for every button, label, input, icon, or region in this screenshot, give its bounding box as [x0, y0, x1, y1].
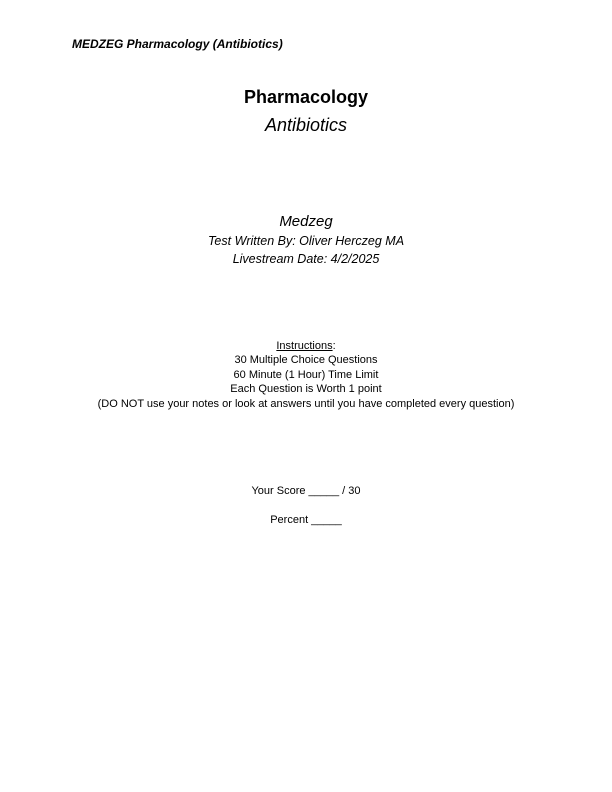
page-title: Pharmacology: [243, 87, 369, 107]
organization-name: Medzeg: [279, 213, 333, 230]
score-field: Your Score _____ / 30: [251, 485, 361, 497]
instructions-heading-text: Instructions: [276, 340, 333, 352]
instructions-heading-colon: :: [332, 340, 336, 352]
instruction-line: (DO NOT use your notes or look at answers until you have completed every question): [97, 398, 515, 410]
instruction-line: 30 Multiple Choice Questions: [234, 354, 378, 366]
instructions-heading: [0, 340, 612, 352]
page-subtitle: Antibiotics: [264, 115, 348, 135]
author-line: Test Written By: Oliver Herczeg MA: [207, 234, 405, 248]
percent-field: Percent _____: [270, 514, 342, 526]
instruction-line: Each Question is Worth 1 point: [230, 383, 382, 395]
instruction-line: 60 Minute (1 Hour) Time Limit: [233, 369, 379, 381]
livestream-date-line: Livestream Date: 4/2/2025: [232, 252, 380, 266]
document-header-title: MEDZEG Pharmacology (Antibiotics): [72, 37, 283, 51]
